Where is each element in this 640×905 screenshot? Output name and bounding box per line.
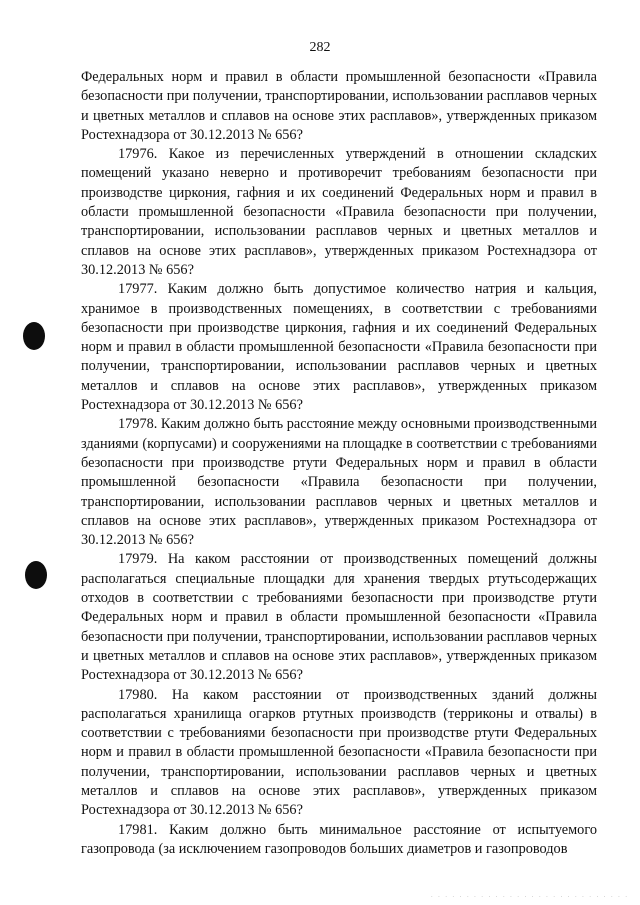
question-17980: 17980. На каком расстоянии от производственных зданий должны располагаться хранилища огарков ртутных производств (терриконы и отвалы) в соответствии с требованиями безопасности при производстве ртути Федеральных норм и правил в области промышленной безопасности «Правила безопасности при получении, транспортировании, использовании расплавов черных и цветных металлов и сплавов на основе этих расплавов», утвержденных приказом Ростехнадзора от 30.12.2013 № 656? — [81, 686, 597, 819]
punch-hole-mark — [25, 561, 47, 589]
paragraph-continuation: Федеральных норм и правил в области промышленной безопасности «Правила безопасности при получении, транспортировании, использовании расплавов черных и цветных металлов и сплавов на основе этих расплавов», утвержденных приказом Ростехнадзора от 30.12.2013 № 656? — [81, 69, 597, 143]
question-17976: 17976. Какое из перечисленных утверждений в отношении складских помещений указано неверно и противоречит требованиям безопасности при производстве циркония, гафния и их соединений Федеральных норм и правил в области промышленной безопасности «Правила безопасности при получении, транспортировании, использовании расплавов черных и цветных металлов и сплавов на основе этих расплавов», утвержденных приказом Ростехнадзора от 30.12.2013 № 656? — [81, 146, 597, 278]
document-body — [81, 68, 597, 859]
question-17977: 17977. Каким должно быть допустимое количество натрия и кальция, хранимое в производственных помещениях, в соответствии с требованиями безопасности при производстве циркония, гафния и их соединений Федеральных норм и правил в области промышленной безопасности «Правила безопасности при получении, транспортировании, использовании расплавов черных и цветных металлов и сплавов на основе этих расплавов», утвержденных приказом Ростехнадзора от 30.12.2013 № 656? — [81, 281, 597, 414]
question-17981: 17981. Каким должно быть минимальное расстояние от испытуемого газопровода (за исключением газопроводов больших диаметров и газопроводов — [81, 821, 597, 857]
punch-hole-mark — [23, 322, 45, 350]
question-17979: 17979. На каком расстоянии от производственных помещений должны располагаться специальные площадки для хранения твердых ртутьсодержащих отходов в соответствии с требованиями безопасности при производстве ртути Федеральных норм и правил в области промышленной безопасности «Правила безопасности при получении, транспортировании, использовании расплавов черных и цветных металлов и сплавов на основе этих расплавов», утвержденных приказом Ростехнадзора от 30.12.2013 № 656? — [81, 551, 597, 684]
footer-mark: . . . . . . . . . . . . . . . . . . . . . . . . . . . . — [429, 892, 628, 899]
page-number: 282 — [309, 40, 331, 55]
question-17978: 17978. Каким должно быть расстояние между основными производственными зданиями (корпусами) и сооружениями на площадке в соответствии с требованиями безопасности при производстве ртути Федеральных норм и правил в области промышленной безопасности «Правила безопасности при получении, транспортировании, использовании расплавов черных и цветных металлов и сплавов на основе этих расплавов», утвержденных приказом Ростехнадзора от 30.12.2013 № 656? — [81, 416, 597, 549]
